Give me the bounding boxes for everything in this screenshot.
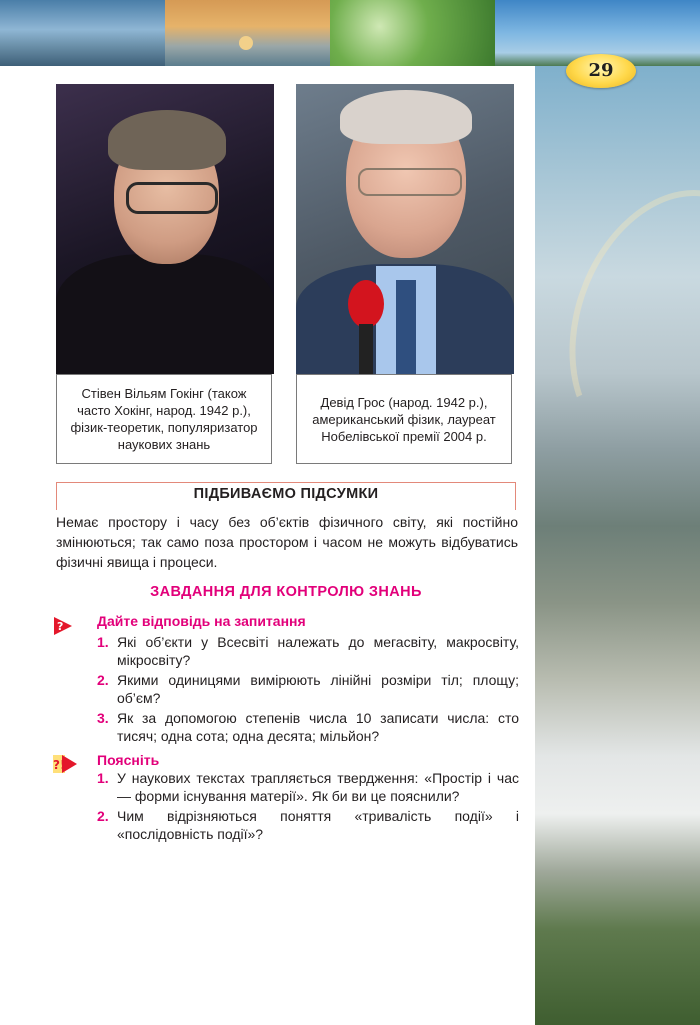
summary-text: Немає простору і часу без об’єктів фізичного світу, які постійно змінюються; так само поза простором і часом не можуть відбуватись фізичні явища і процеси. [56, 514, 518, 570]
sunset-photo [165, 0, 330, 66]
summary-title: ПІДБИВАЄМО ПІДСУМКИ [193, 486, 379, 502]
page-content [0, 66, 535, 1025]
list-item: 1. У наукових текстах трапляється твердження: «Простір і час — форми існування матерії». Як би ви це пояснили? [97, 770, 519, 804]
side-landscape-image [535, 66, 700, 1025]
explain-section-title: Поясніть [97, 752, 160, 768]
microphone-icon [348, 280, 384, 328]
tornado-photo [0, 0, 165, 66]
portrait-photo-gross [296, 84, 514, 374]
list-item: 3. Як за допомогою степенів числа 10 записати числа: сто тисяч; одна сота; одна десята; мільйон? [97, 710, 519, 744]
svg-text:?!: ?! [53, 758, 66, 772]
dewdrop-web-photo [330, 0, 495, 66]
tasks-heading: ЗАВДАННЯ ДЛЯ КОНТРОЛЮ ЗНАНЬ [150, 584, 422, 600]
svg-text:?: ? [57, 620, 64, 633]
photo-caption-hawking: Стівен Вільям Гокінг (також часто Хокінг, народ. 1942 р.), фізик-теоретик, популяризатор наукових знань [56, 374, 272, 464]
page-number-badge: 29 [566, 54, 636, 88]
photo-caption-gross: Девід Грос (народ. 1942 р.), американський фізик, лауреат Нобелівської премії 2004 р. [296, 374, 512, 464]
explain-icon [52, 752, 78, 776]
portrait-photo-hawking [56, 84, 274, 374]
list-item: 2. Чим відрізняються поняття «тривалість події» і «послідовність події»? [97, 808, 519, 842]
list-item: 2. Якими одиницями вимірюють лінійні розміри тіл; площу; об’єм? [97, 672, 519, 706]
answer-question-list [97, 633, 519, 747]
answer-section-title: Дайте відповідь на запитання [97, 613, 306, 629]
question-icon [52, 614, 76, 638]
explain-question-list [97, 769, 519, 845]
list-item: 1. Які об’єкти у Всесвіті належать до мегасвіту, макросвіту, мікросвіту? [97, 634, 519, 668]
